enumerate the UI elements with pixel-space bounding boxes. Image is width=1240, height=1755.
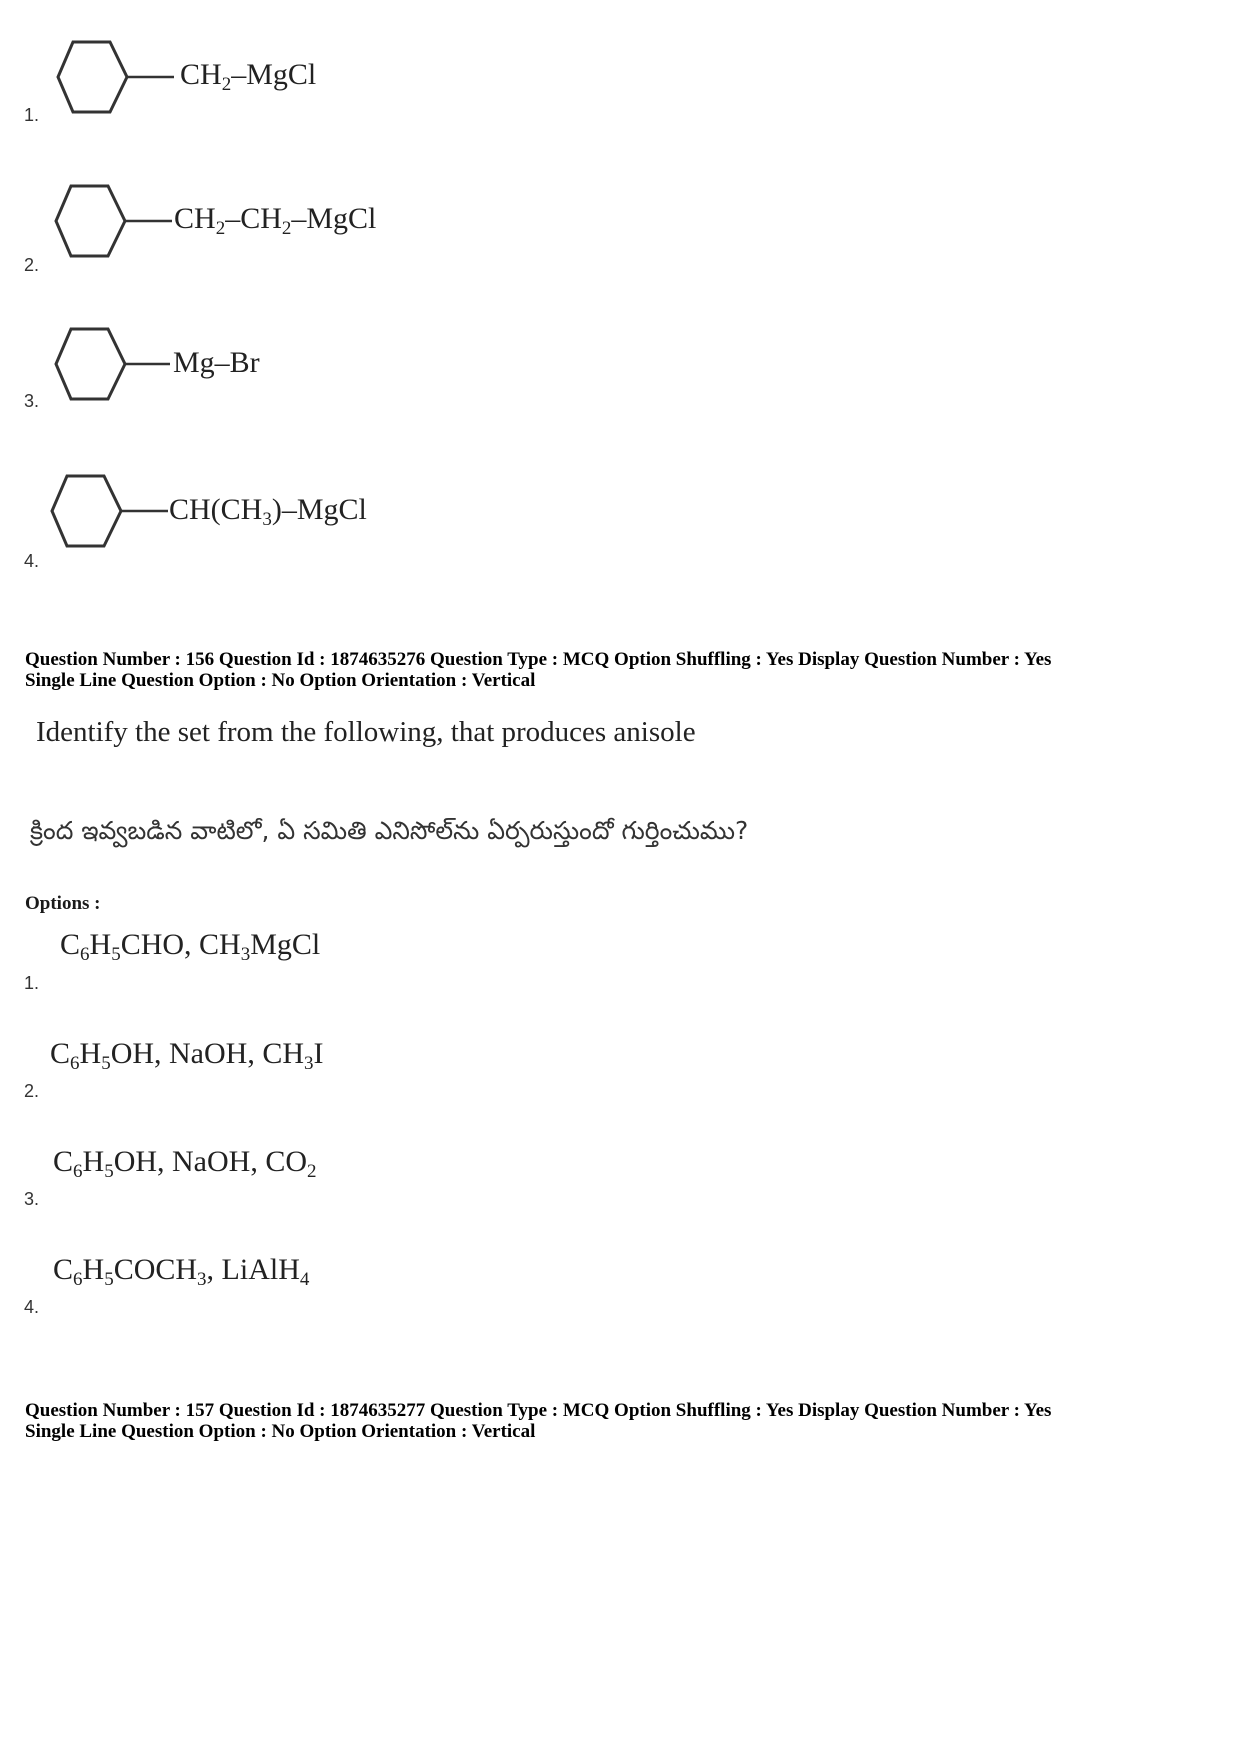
option-formula: $CH(CH_3)$–MgCl — [169, 493, 367, 530]
meta-line-2: Single Line Question Option : No Option Orientation : Vertical — [25, 670, 536, 691]
cyclohexane-ring-icon — [54, 184, 180, 258]
cyclohexane-ring-icon — [54, 327, 180, 401]
option-formula: $C_6H_5COCH_3$, LiAlH$_4$ — [53, 1253, 310, 1290]
option-formula: $CH_2-CH_2$–MgCl — [174, 202, 377, 239]
question-text-english: Identify the set from the following, that produces anisole — [36, 716, 696, 748]
meta-line-1: Question Number : 156 Question Id : 1874635276 Question Type : MCQ Option Shuffling : Yes Display Question Number : Yes — [25, 649, 1052, 670]
option-number: 4. — [24, 1297, 40, 1317]
cyclohexane-ring-icon — [50, 474, 176, 548]
option-formula: $C_6H_5OH$, NaOH, $CH_3I$ — [50, 1037, 324, 1074]
meta-line-1: Question Number : 157 Question Id : 1874635277 Question Type : MCQ Option Shuffling : Yes Display Question Number : Yes — [25, 1400, 1052, 1421]
option-formula: $C_6H_5CHO$, $CH_3MgCl$ — [60, 928, 321, 965]
cyclohexane-ring-icon — [56, 40, 182, 114]
question-156-meta — [25, 649, 1051, 691]
question-157-meta — [25, 1400, 1051, 1442]
option-formula: $C_6H_5OH$, NaOH, $CO_2$ — [53, 1145, 317, 1182]
question-text-telugu: క్రింద ఇవ్వబడిన వాటిలో, ఏ సమితి ఎనిసోల్‌ను ఏర్పరుస్తుందో గుర్తించుము? — [30, 816, 749, 845]
option-number: 3. — [24, 1189, 40, 1209]
option-number: 2. — [24, 255, 40, 275]
option-number: 1. — [24, 973, 40, 993]
option-formula: Mg–Br — [173, 346, 260, 379]
option-number: 1. — [24, 105, 40, 125]
option-number: 2. — [24, 1081, 40, 1101]
option-number: 3. — [24, 391, 40, 411]
options-label: Options : — [25, 893, 101, 914]
option-formula: $CH_2$–MgCl — [180, 58, 317, 95]
option-number: 4. — [24, 551, 40, 571]
meta-line-2: Single Line Question Option : No Option Orientation : Vertical — [25, 1421, 536, 1442]
